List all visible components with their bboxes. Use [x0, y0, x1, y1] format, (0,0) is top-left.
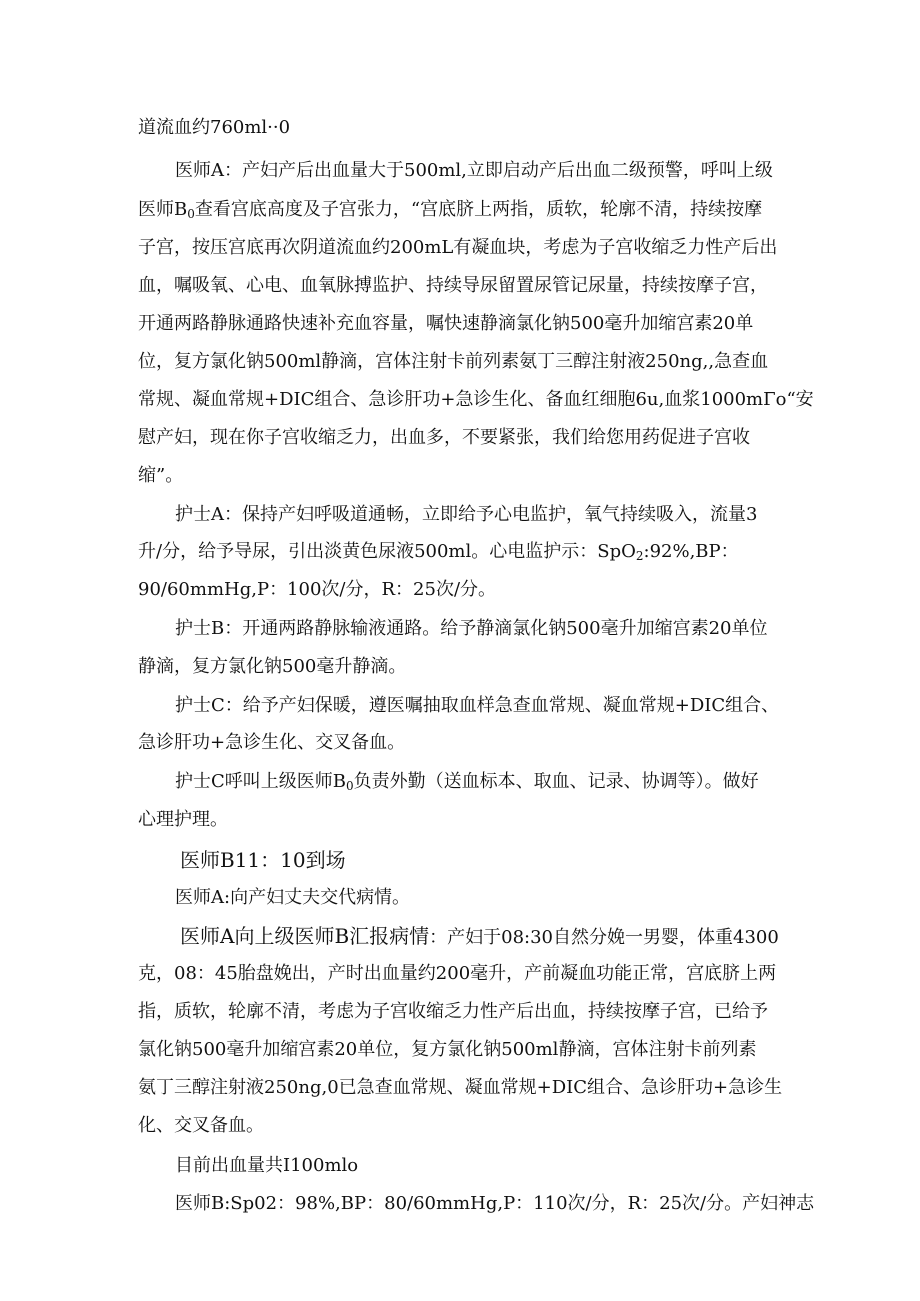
doctor-a-line-3: 子宫，按压宫底再次阴道流血约200mL有凝血块，考虑为子宫收缩乏力性产后出 [138, 237, 778, 258]
nurse-a-line-1: 护士A：保持产妇呼吸道通畅，立即给予心电监护，氧气持续吸入，流量3 [175, 504, 758, 525]
report-line-5: 氨丁三醇注射液250ng,0已急查血常规、凝血常规+DIC组合、急诊肝功+急诊生 [138, 1077, 783, 1098]
doctor-a-line-1: 医师A：产妇产后出血量大于500ml,立即启动产后出血二级预警，呼叫上级 [175, 160, 773, 181]
intro-line: 道流血约760ml··0 [138, 117, 291, 138]
report-line-3: 指，质软，轮廓不清，考虑为子宫收缩乏力性产后出血，持续按摩子宫，已给予 [138, 1001, 768, 1022]
doctor-a-line-2-part-a: 医师B [138, 199, 188, 220]
doctor-b-arrival: 医师B11：10到场 [180, 848, 346, 872]
doctor-b-vitals: 医师B:Sp02：98%,BP：80/60mmHg,P：110次/分，R：25次/分。产妇神志 [175, 1193, 815, 1214]
nurse-c-call-subscript: 0 [346, 779, 354, 793]
nurse-a-line-2-subscript: 2 [635, 549, 644, 563]
report-line-1-text: ：产妇于08:30自然分娩一男婴，体重4300 [429, 927, 779, 948]
nurse-c-call-line-2: 心理护理。 [138, 809, 228, 830]
nurse-a-line-2-part-a: 升/分，给予导尿，引出淡黄色尿液500ml。心电监护示：SpO [138, 541, 636, 562]
doctor-a-line-7: 常规、凝血常规+DIC组合、急诊肝功+急诊生化、备血红细胞6u,血浆1000mΓo“安 [138, 389, 814, 410]
doctor-a-line-9: 缩”。 [138, 465, 184, 486]
nurse-b-line-2: 静滴，复方氯化钠500毫升静滴。 [138, 656, 407, 677]
nurse-a-line-2 [138, 540, 739, 568]
doctor-a-explains: 医师A:向产妇丈夫交代病情。 [175, 887, 411, 908]
nurse-b-line-1: 护士B：开通两路静脉输液通路。给予静滴氯化钠500毫升加缩宫素20单位 [175, 618, 768, 639]
doctor-a-line-8: 慰产妇，现在你子宫收缩乏力，出血多，不要紧张，我们给您用药促进子宫收 [138, 427, 750, 448]
nurse-a-line-3: 90/60mmHg,P：100次/分，R：25次/分。 [138, 579, 497, 600]
report-line-4: 氯化钠500毫升加缩宫素20单位，复方氯化钠500ml静滴，宫体注射卡前列素 [138, 1039, 757, 1060]
blood-loss-total: 目前出血量共I100mlo [175, 1155, 359, 1176]
nurse-c-call-line-1 [175, 770, 759, 798]
doctor-a-line-2-subscript: 0 [187, 207, 195, 221]
doctor-a-line-4: 血，嘱吸氧、心电、血氧脉搏监护、持续导尿留置尿管记尿量，持续按摩子宫， [138, 275, 768, 296]
nurse-c-call-part-b: 负责外勤（送血标本、取血、记录、协调等）。做好 [353, 771, 759, 792]
doctor-a-line-5: 开通两路静脉通路快速补充血容量，嘱快速静滴氯化钠500毫升加缩宫素20单 [138, 313, 754, 334]
report-line-6: 化、交叉备血。 [138, 1115, 264, 1136]
nurse-a-line-2-part-b: :92%,BP： [643, 541, 739, 562]
report-line-1 [180, 924, 779, 950]
nurse-c-call-part-a: 护士C呼叫上级医师B [175, 771, 346, 792]
doctor-a-line-2 [138, 198, 762, 226]
report-heading: 医师A向上级医师B汇报病情 [180, 924, 430, 948]
doctor-a-line-2-part-b: 查看宫底高度及子宫张力，“宫底脐上两指，质软，轮廓不清，持续按摩 [194, 199, 763, 220]
doctor-a-line-6: 位，复方氯化钠500ml静滴，宫体注射卡前列素氨丁三醇注射液250ng,,急查血 [138, 351, 769, 372]
nurse-c-line-1: 护士C：给予产妇保暖，遵医嘱抽取血样急查血常规、凝血常规+DIC组合、 [175, 695, 780, 716]
report-line-2: 克，08：45胎盘娩出，产时出血量约200毫升，产前凝血功能正常，宫底脐上两 [138, 963, 777, 984]
nurse-c-line-2: 急诊肝功+急诊生化、交叉备血。 [138, 732, 406, 753]
